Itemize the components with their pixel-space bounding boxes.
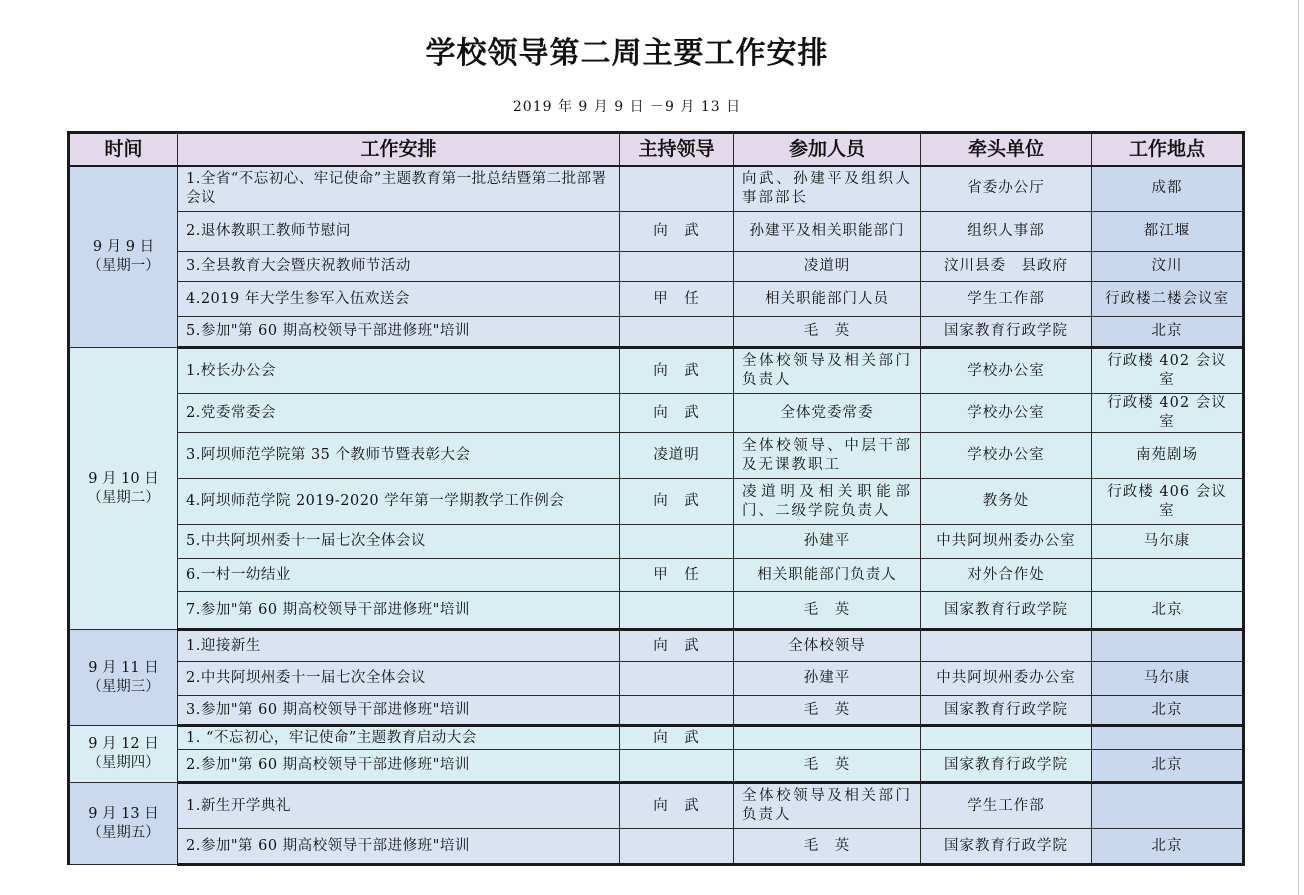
leader-cell — [620, 317, 734, 348]
day-cell — [69, 630, 178, 726]
leader-cell — [620, 750, 734, 783]
leader-cell: 向 武 — [620, 212, 734, 252]
participants-cell: 全体校领导及相关部门负责人 — [734, 783, 921, 829]
participants-cell — [734, 726, 921, 750]
organizer-cell — [921, 726, 1092, 750]
day-group-tue — [69, 348, 1244, 630]
table-row — [69, 433, 1244, 479]
participants-cell: 全体校领导、中层干部及无课教职工 — [734, 433, 921, 479]
table-row — [69, 696, 1244, 726]
table-row — [69, 783, 1244, 829]
schedule-table — [67, 131, 1245, 866]
participants-cell: 孙建平及相关职能部门 — [734, 212, 921, 252]
task-cell: 2.参加"第 60 期高校领导干部进修班"培训 — [178, 829, 620, 865]
table-row — [69, 726, 1244, 750]
participants-cell: 孙建平 — [734, 525, 921, 559]
organizer-cell: 国家教育行政学院 — [921, 317, 1092, 348]
table-row — [69, 662, 1244, 696]
table-row — [69, 212, 1244, 252]
location-cell: 成都 — [1092, 166, 1244, 212]
table-row — [69, 394, 1244, 433]
day-weekday: （星期二） — [87, 489, 160, 506]
location-cell — [1092, 630, 1244, 662]
day-date: 9 月 9 日 — [92, 238, 155, 255]
participants-cell: 凌道明 — [734, 252, 921, 282]
organizer-cell: 组织人事部 — [921, 212, 1092, 252]
task-cell: 7.参加"第 60 期高校领导干部进修班"培训 — [178, 592, 620, 630]
participants-cell: 毛 英 — [734, 696, 921, 726]
leader-cell — [620, 662, 734, 696]
organizer-cell: 学校办公室 — [921, 433, 1092, 479]
organizer-cell: 省委办公厅 — [921, 166, 1092, 212]
page-edge-rule — [1298, 0, 1299, 895]
participants-cell: 全体校领导及相关部门负责人 — [734, 348, 921, 394]
organizer-cell: 学生工作部 — [921, 282, 1092, 317]
location-cell — [1092, 559, 1244, 592]
task-cell: 1.全省“不忘初心、牢记使命”主题教育第一批总结暨第二批部署会议 — [178, 166, 620, 212]
header-organizer: 牵头单位 — [921, 133, 1092, 166]
location-cell: 汶川 — [1092, 252, 1244, 282]
participants-cell: 相关职能部门人员 — [734, 282, 921, 317]
leader-cell: 向 武 — [620, 726, 734, 750]
day-group-fri — [69, 783, 1244, 865]
organizer-cell: 汶川县委 县政府 — [921, 252, 1092, 282]
organizer-cell: 国家教育行政学院 — [921, 750, 1092, 783]
leader-cell — [620, 252, 734, 282]
table-row — [69, 525, 1244, 559]
location-cell: 北京 — [1092, 696, 1244, 726]
header-task: 工作安排 — [178, 133, 620, 166]
task-cell: 1.校长办公会 — [178, 348, 620, 394]
task-cell: 3.全县教育大会暨庆祝教师节活动 — [178, 252, 620, 282]
location-cell: 都江堰 — [1092, 212, 1244, 252]
table-row — [69, 282, 1244, 317]
task-cell: 1.迎接新生 — [178, 630, 620, 662]
table-row — [69, 348, 1244, 394]
page-title: 学校领导第二周主要工作安排 — [425, 36, 829, 71]
day-cell — [69, 726, 178, 783]
location-cell — [1092, 783, 1244, 829]
organizer-cell: 学生工作部 — [921, 783, 1092, 829]
table-row — [69, 166, 1244, 212]
header-location: 工作地点 — [1092, 133, 1244, 166]
participants-cell: 毛 英 — [734, 317, 921, 348]
day-date: 9 月 13 日 — [88, 805, 159, 822]
organizer-cell: 国家教育行政学院 — [921, 592, 1092, 630]
task-cell: 6.一村一幼结业 — [178, 559, 620, 592]
organizer-cell: 国家教育行政学院 — [921, 696, 1092, 726]
location-cell: 行政楼 402 会议室 — [1092, 394, 1244, 433]
table-row — [69, 592, 1244, 630]
location-cell: 北京 — [1092, 592, 1244, 630]
day-cell — [69, 348, 178, 630]
task-cell: 2.退休教职工教师节慰问 — [178, 212, 620, 252]
task-cell: 2.党委常委会 — [178, 394, 620, 433]
task-cell: 5.参加"第 60 期高校领导干部进修班"培训 — [178, 317, 620, 348]
task-cell: 1. “不忘初心，牢记使命”主题教育启动大会 — [178, 726, 620, 750]
leader-cell — [620, 696, 734, 726]
location-cell: 行政楼 402 会议室 — [1092, 348, 1244, 394]
task-cell: 1.新生开学典礼 — [178, 783, 620, 829]
day-group-thu — [69, 726, 1244, 783]
date-range: 2019 年 9 月 9 日 －9 月 13 日 — [512, 99, 742, 115]
day-weekday: （星期一） — [87, 257, 160, 274]
participants-cell: 全体校领导 — [734, 630, 921, 662]
task-cell: 4.阿坝师范学院 2019-2020 学年第一学期教学工作例会 — [178, 479, 620, 525]
leader-cell: 向 武 — [620, 348, 734, 394]
participants-cell: 毛 英 — [734, 829, 921, 865]
location-cell: 马尔康 — [1092, 662, 1244, 696]
participants-cell: 孙建平 — [734, 662, 921, 696]
day-group-mon — [69, 166, 1244, 348]
organizer-cell: 中共阿坝州委办公室 — [921, 525, 1092, 559]
leader-cell: 凌道明 — [620, 433, 734, 479]
task-cell: 4.2019 年大学生参军入伍欢送会 — [178, 282, 620, 317]
location-cell — [1092, 726, 1244, 750]
header-row — [69, 133, 1244, 166]
participants-cell: 相关职能部门负责人 — [734, 559, 921, 592]
participants-cell: 向武、孙建平及组织人事部部长 — [734, 166, 921, 212]
location-cell: 南苑剧场 — [1092, 433, 1244, 479]
leader-cell: 向 武 — [620, 630, 734, 662]
task-cell: 2.中共阿坝州委十一届七次全体会议 — [178, 662, 620, 696]
day-weekday: （星期四） — [87, 755, 160, 771]
day-weekday: （星期五） — [87, 824, 160, 841]
task-cell: 2.参加"第 60 期高校领导干部进修班"培训 — [178, 750, 620, 783]
organizer-cell: 国家教育行政学院 — [921, 829, 1092, 865]
day-date: 9 月 10 日 — [88, 470, 159, 487]
day-cell — [69, 783, 178, 865]
leader-cell — [620, 592, 734, 630]
day-date: 9 月 12 日 — [88, 736, 159, 752]
table-row — [69, 750, 1244, 783]
table-row — [69, 317, 1244, 348]
header-participants: 参加人员 — [734, 133, 921, 166]
location-cell: 马尔康 — [1092, 525, 1244, 559]
participants-cell: 毛 英 — [734, 750, 921, 783]
leader-cell: 向 武 — [620, 783, 734, 829]
table-row — [69, 630, 1244, 662]
leader-cell: 向 武 — [620, 394, 734, 433]
location-cell: 行政楼 406 会议室 — [1092, 479, 1244, 525]
location-cell: 北京 — [1092, 829, 1244, 865]
table-row — [69, 479, 1244, 525]
participants-cell: 毛 英 — [734, 592, 921, 630]
table-row — [69, 559, 1244, 592]
day-group-wed — [69, 630, 1244, 726]
leader-cell: 甲 任 — [620, 282, 734, 317]
day-weekday: （星期三） — [87, 678, 160, 695]
header-leader: 主持领导 — [620, 133, 734, 166]
table-row — [69, 829, 1244, 865]
leader-cell — [620, 525, 734, 559]
organizer-cell: 中共阿坝州委办公室 — [921, 662, 1092, 696]
leader-cell: 甲 任 — [620, 559, 734, 592]
task-cell: 3.阿坝师范学院第 35 个教师节暨表彰大会 — [178, 433, 620, 479]
location-cell: 行政楼二楼会议室 — [1092, 282, 1244, 317]
leader-cell: 向 武 — [620, 479, 734, 525]
header-time: 时间 — [69, 133, 178, 166]
organizer-cell: 教务处 — [921, 479, 1092, 525]
leader-cell — [620, 829, 734, 865]
task-cell: 5.中共阿坝州委十一届七次全体会议 — [178, 525, 620, 559]
organizer-cell: 学校办公室 — [921, 348, 1092, 394]
table-row — [69, 252, 1244, 282]
participants-cell: 全体党委常委 — [734, 394, 921, 433]
day-cell — [69, 166, 178, 348]
organizer-cell: 学校办公室 — [921, 394, 1092, 433]
organizer-cell — [921, 630, 1092, 662]
leader-cell — [620, 166, 734, 212]
task-cell: 3.参加"第 60 期高校领导干部进修班"培训 — [178, 696, 620, 726]
day-date: 9 月 11 日 — [88, 659, 159, 676]
organizer-cell: 对外合作处 — [921, 559, 1092, 592]
participants-cell: 凌道明及相关职能部门、二级学院负责人 — [734, 479, 921, 525]
location-cell: 北京 — [1092, 750, 1244, 783]
location-cell: 北京 — [1092, 317, 1244, 348]
